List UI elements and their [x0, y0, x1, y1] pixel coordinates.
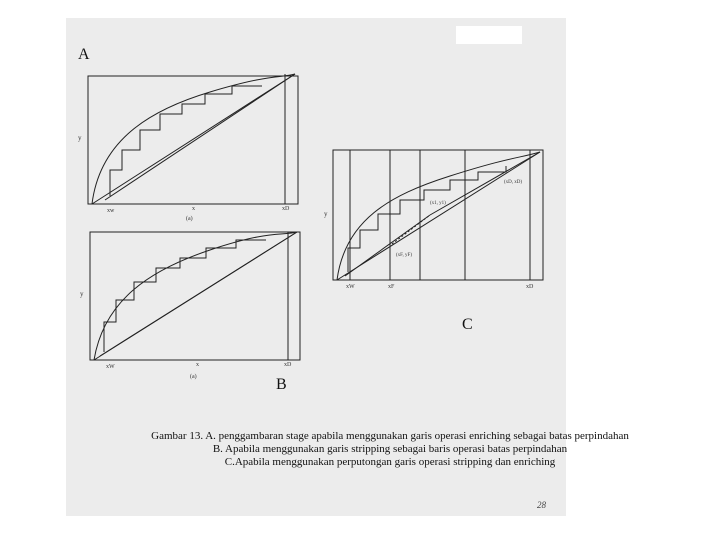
diagram-c-stages [348, 166, 506, 272]
diagram-a [88, 74, 298, 204]
diagram-c-point-2: (x1, y1) [430, 201, 446, 206]
diagram-a-x-label: x [192, 206, 195, 212]
diagram-c-diagonal [337, 152, 540, 280]
caption-line-1: Gambar 13. A. penggambaran stage apabila menggunakan garis operasi enriching sebagai batas perpindahan [151, 430, 629, 442]
diagram-a-frame [88, 76, 298, 204]
diagram-c-y-label: y [324, 210, 328, 218]
caption-line-3: C.Apabila menggunakan perputongan garis operasi stripping dan enriching [224, 456, 556, 468]
diagram-c-point-3: (xF, yF) [396, 253, 412, 258]
diagram-c-enriching-line [430, 152, 540, 215]
panel-label-a: A [78, 46, 90, 63]
diagram-a-operating-line [105, 74, 295, 200]
diagram-a-xw-label: xw [107, 208, 115, 214]
panel-label-c: C [462, 316, 473, 333]
page-number: 28 [537, 500, 546, 510]
diagram-b-stages [104, 240, 266, 352]
diagram-c-xf-label: xF [388, 284, 395, 290]
diagram-a-y-label: y [78, 134, 82, 142]
diagram-b-y-label: y [80, 290, 84, 298]
diagram-c-point-1: (xD, xD) [504, 180, 523, 185]
diagram-b-xf-label: (a) [190, 374, 197, 380]
diagram-c-xw-label: xW [346, 284, 355, 290]
panel-label-b: B [276, 376, 287, 393]
diagram-a-xd-label: xD [282, 206, 290, 212]
figure-caption [100, 430, 680, 469]
diagram-b-x-label: x [196, 362, 199, 368]
diagram-b [90, 232, 300, 360]
caption-line-2: B. Apabila menggunakan garis stripping sebagai baris operasi batas perpindahan [212, 443, 568, 455]
diagram-b-xw-label: xW [106, 364, 115, 370]
diagram-b-xd-label: xD [284, 362, 292, 368]
diagram-c-xd-label: xD [526, 284, 534, 290]
diagram-c [333, 150, 543, 280]
diagram-a-xf-label: (a) [186, 216, 193, 222]
diagram-a-stages [110, 86, 262, 196]
